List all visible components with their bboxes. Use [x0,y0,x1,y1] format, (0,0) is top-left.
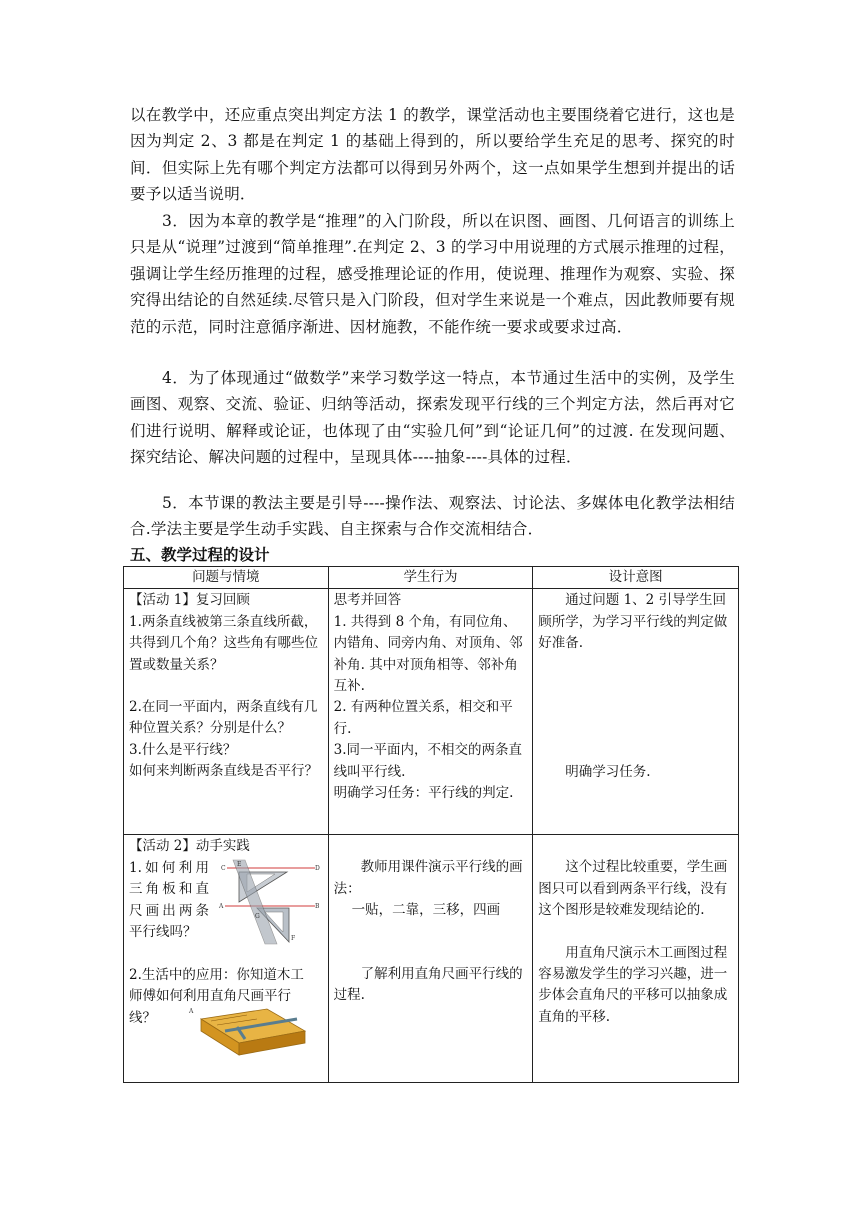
header-problem: 问题与情境 [124,567,329,589]
paragraph-intro: 以在教学中，还应重点突出判定方法 1 的教学，课堂活动也主要围绕着它进行，这也是因为判定 2、3 都是在判定 1 的基础上得到的，所以要给学生充足的思考、探究的时间．但实际上先有哪个判定方法都可以得到另外两个，这一点如果学生想到并提出的话要予以适当说明． [130,106,735,204]
section-heading: 五、教学过程的设计 [130,546,270,564]
activity-1-title: 【活动 1】复习回顾 [129,592,250,609]
set-square-figure [217,858,321,946]
cell-intent-1 [533,589,739,835]
label-e: E [237,860,242,868]
label-a2: A [189,1007,194,1015]
student-think: 思考并回答 [333,592,402,609]
question-2: 2.在同一平面内，两条直线有几种位置关系？分别是什么？ [129,699,318,737]
cell-student-2 [328,835,533,1083]
label-a: A [219,902,224,910]
answer-1: 1. 共得到 8 个角，有同位角、内错角、同旁内角、对顶角、邻补角. 其中对顶角相等、邻补角互补. [333,613,523,695]
intent-4: 用直角尺演示木工画图过程容易激发学生的学习兴趣，进一步体会直角尺的平移可以抽象成直角的平移. [538,944,728,1025]
table-row [124,589,739,835]
table-row [124,835,739,1083]
answer-3: 3.同一平面内，不相交的两条直线叫平行线. [333,742,523,780]
header-student: 学生行为 [328,567,533,589]
activity-2-title: 【活动 2】动手实践 [129,838,250,855]
intent-2: 明确学习任务. [565,763,651,780]
intent-3: 这个过程比较重要，学生画图只可以看到两条平行线，没有这个图形是较难发现结论的. [538,859,728,919]
header-intent: 设计意图 [533,567,739,589]
cell-problem-1 [124,589,329,835]
label-b: B [315,902,320,910]
label-f: F [291,934,296,942]
question-3: 3.什么是平行线？ [129,741,237,758]
carpenter-understand: 了解利用直角尺画平行线的过程. [333,965,523,1004]
carpenter-square-figure [187,1005,307,1057]
table-header-row [124,567,739,589]
answer-2: 2. 有两种位置关系，相交和平行. [333,699,513,737]
task-statement: 明确学习任务：平行线的判定. [333,785,514,802]
paragraph-3: 3．因为本章的教学是“推理”的入门阶段，所以在识图、画图、几何语言的训练上只是从“说理”过渡到“简单推理”.在判定 2、3 的学习中用说理的方式展示推理的过程，强调让学生经历推理的过程，感受推理论证的作用，使说理、推理作为观察、实验、探究得出结论的自然延续.尽管只是入门阶段，但对学生来说是一个难点，因此教师要有规范的示范，同时注意循序渐进、因材施教，不能作统一要求或要求过高． [130,212,735,336]
four-steps: 一贴，二靠，三移，四画 [351,902,501,919]
label-c: C [221,864,226,872]
activity-2-question-2: 2.生活中的应用：你知道木工师傅如何利用直角尺画平行线？ [129,966,304,1026]
intent-1: 通过问题 1、2 引导学生回顾所学，为学习平行线的判定做好准备. [538,592,728,652]
label-d: D [315,864,320,872]
question-1: 1.两条直线被第三条直线所截，共得到几个角？这些角有哪些位置或数量关系？ [129,613,318,673]
cell-intent-2 [533,835,739,1083]
demo-method: 教师用课件演示平行线的画法： [333,859,523,897]
teaching-process-table [123,566,739,1083]
cell-problem-2 [124,835,329,1083]
cell-student-1 [328,589,533,835]
question-4: 如何来判断两条直线是否平行？ [129,763,318,780]
label-g: G [255,912,260,920]
paragraph-5: 5．本节课的教法主要是引导----操作法、观察法、讨论法、多媒体电化教学法相结合.学法主要是学生动手实践、自主探索与合作交流相结合． [130,494,735,539]
paragraph-4: 4．为了体现通过“做数学”来学习数学这一特点，本节通过生活中的实例，及学生画图、观察、交流、验证、归纳等活动，探索发现平行线的三个判定方法，然后再对它们进行说明、解释或论证，也体现了由“实验几何”到“论证几何”的过渡. 在发现问题、探究结论、解决问题的过程中，呈现具体----抽象----具体的过程． [130,369,735,467]
activity-2-question-1: 1.如何利用三角板和直尺画出两条平行线吗？ [129,859,209,941]
